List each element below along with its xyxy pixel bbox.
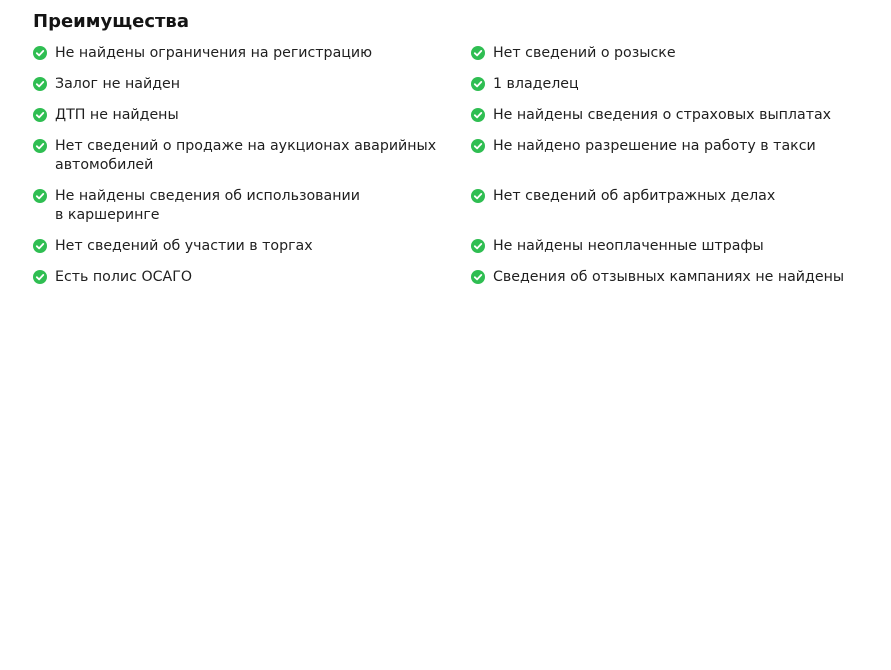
advantage-item	[471, 268, 871, 287]
advantage-label: Не найдены ограничения на регистрацию	[55, 45, 373, 61]
advantages-list	[33, 44, 883, 287]
check-circle-icon	[471, 46, 485, 60]
advantage-item	[471, 237, 871, 256]
section-title: Преимущества	[33, 11, 189, 32]
advantage-item	[471, 44, 871, 63]
advantage-label: Не найдены сведения о страховых выплатах	[493, 107, 832, 123]
advantage-item	[33, 75, 471, 94]
check-circle-icon	[471, 239, 485, 253]
advantage-item	[471, 75, 871, 94]
check-circle-icon	[33, 77, 47, 91]
advantage-label: Нет сведений о продаже на аукционах аварийных автомобилей	[55, 138, 437, 173]
check-circle-icon	[33, 270, 47, 284]
check-circle-icon	[471, 139, 485, 153]
check-circle-icon	[471, 270, 485, 284]
advantage-label: Нет сведений о розыске	[493, 45, 676, 61]
advantage-label: Сведения об отзывных кампаниях не найдены	[493, 269, 845, 285]
advantage-label: Нет сведений об арбитражных делах	[493, 188, 776, 204]
check-circle-icon	[33, 139, 47, 153]
advantage-label: Не найдены сведения об использовании в каршеринге	[55, 188, 360, 223]
check-circle-icon	[471, 189, 485, 203]
check-circle-icon	[471, 77, 485, 91]
advantages-section	[33, 10, 883, 287]
advantage-label: 1 владелец	[493, 76, 579, 92]
advantage-item	[471, 137, 871, 175]
check-circle-icon	[33, 46, 47, 60]
check-circle-icon	[33, 108, 47, 122]
advantage-label: Не найдено разрешение на работу в такси	[493, 138, 816, 154]
advantage-item	[33, 187, 471, 225]
advantage-item	[33, 106, 471, 125]
advantage-item	[471, 106, 871, 125]
advantage-label: Не найдены неоплаченные штрафы	[493, 238, 764, 254]
advantage-item	[33, 237, 471, 256]
advantage-label: ДТП не найдены	[55, 107, 179, 123]
advantage-item	[33, 268, 471, 287]
check-circle-icon	[33, 239, 47, 253]
advantage-item	[33, 137, 471, 175]
check-circle-icon	[471, 108, 485, 122]
advantage-item	[33, 44, 471, 63]
advantage-label: Есть полис ОСАГО	[55, 269, 193, 285]
advantage-label: Залог не найден	[55, 76, 181, 92]
advantage-label: Нет сведений об участии в торгах	[55, 238, 313, 254]
advantage-item	[471, 187, 871, 225]
check-circle-icon	[33, 189, 47, 203]
